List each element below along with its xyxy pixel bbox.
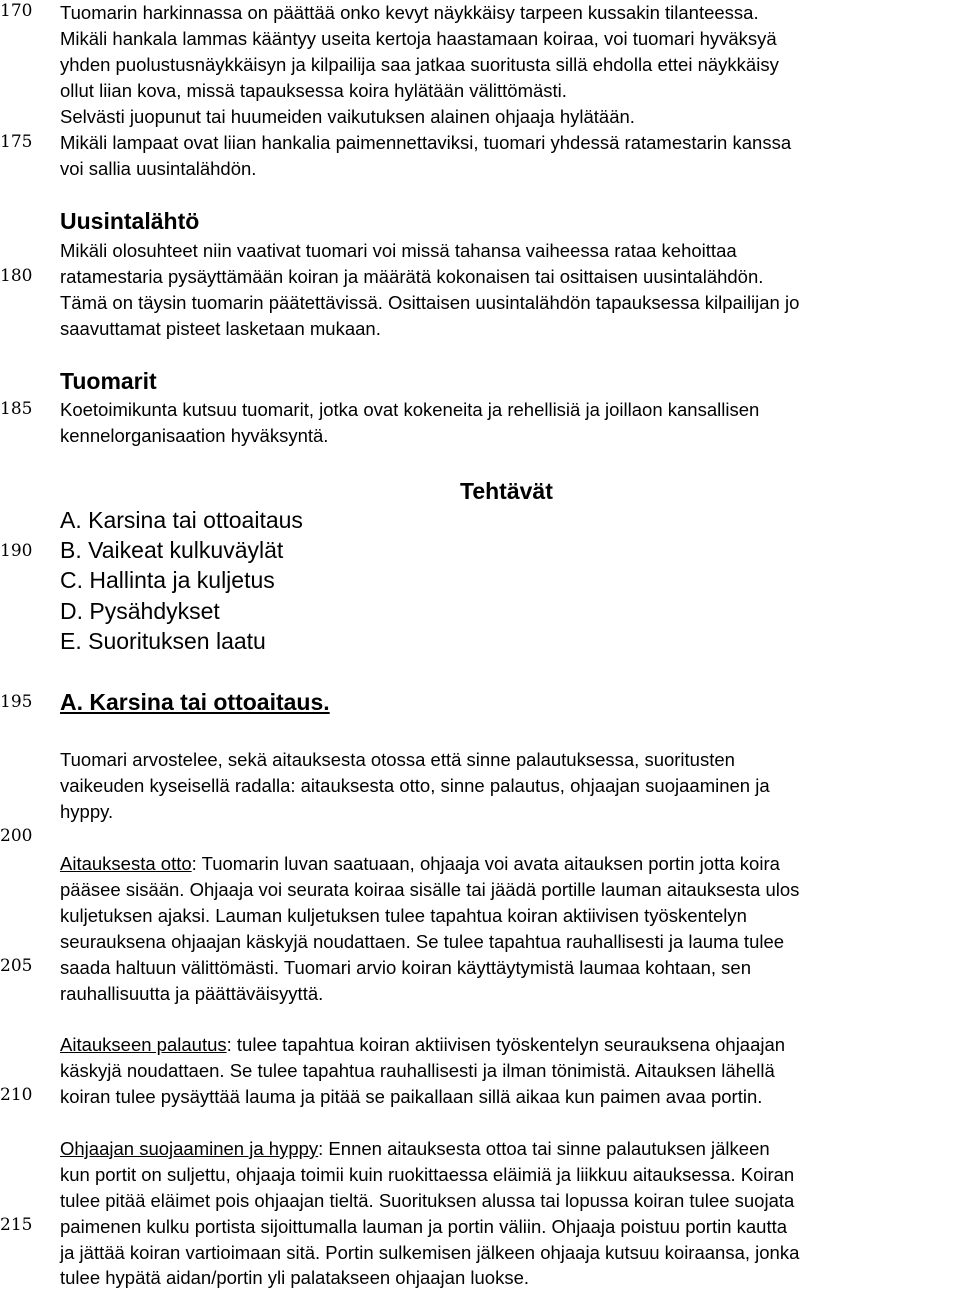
section-heading-tuomarit: Tuomarit <box>60 368 157 394</box>
line-number: 205 <box>0 956 33 976</box>
suojaaminen-line: kun portit on suljettu, ohjaaja toimii kuin ruokittaessa eläimiä ja liikkuu aitauksessa. Koiran <box>60 1164 795 1185</box>
suojaaminen-line: paimenen kulku portista sijoittumalla lauman ja portin väliin. Ohjaaja poistuu portin kautta <box>60 1216 788 1237</box>
intro-line: Mikäli lampaat ovat liian hankalia paimennettaviksi, tuomari yhdessä ratamestarin kanssa <box>60 132 792 153</box>
tuomarit-line: Koetoimikunta kutsuu tuomarit, jotka ovat kokeneita ja rehellisiä ja joillaon kansallisen <box>60 399 760 420</box>
task-list-item: D. Pysähdykset <box>60 598 220 624</box>
line-number: 215 <box>0 1215 33 1235</box>
intro-line: Mikäli hankala lammas kääntyy useita kertoja haastamaan koiraa, voi tuomari hyväksyä <box>60 28 777 49</box>
suojaaminen-term: Ohjaajan suojaaminen ja hyppy <box>60 1138 319 1159</box>
otto-text: : Tuomarin luvan saatuaan, ohjaaja voi avata aitauksen portin jotta koira <box>191 853 780 874</box>
otto-line: rauhallisuutta ja päättäväisyyttä. <box>60 983 324 1004</box>
uusintalahto-line: Mikäli olosuhteet niin vaativat tuomari voi missä tahansa vaiheessa rataa kehoittaa <box>60 240 737 261</box>
uusintalahto-line: saavuttamat pisteet lasketaan mukaan. <box>60 318 381 339</box>
line-number: 210 <box>0 1085 33 1105</box>
otto-term: Aitauksesta otto <box>60 853 192 874</box>
task-list-item: B. Vaikeat kulkuväylät <box>60 537 284 563</box>
karsina-intro-line: hyppy. <box>60 801 114 822</box>
suojaaminen-first-line <box>60 1140 770 1159</box>
tuomarit-line: kennelorganisaation hyväksyntä. <box>60 425 329 446</box>
palautus-line: käskyjä noudattaen. Se tulee tapahtua rauhallisesti ja ilman tönimistä. Aitauksen lähellä <box>60 1060 775 1081</box>
line-number: 190 <box>0 541 33 561</box>
section-heading-karsina: A. Karsina tai ottoaitaus. <box>60 689 330 715</box>
suojaaminen-line: tulee hypätä aidan/portin yli palatakseen ohjaajan luokse. <box>60 1267 529 1288</box>
suojaaminen-text: : Ennen aitauksesta ottoa tai sinne palautuksen jälkeen <box>318 1138 770 1159</box>
suojaaminen-line: tulee pitää eläimet pois ohjaajan tieltä. Suorituksen alussa tai lopussa koiran tulee suojata <box>60 1190 795 1211</box>
karsina-intro-line: vaikeuden kyseisellä radalla: aitauksesta otto, sinne palautus, ohjaajan suojaaminen ja <box>60 775 770 796</box>
otto-line: saada haltuun välittömästi. Tuomari arvio koiran käyttäytymistä laumaa kohtaan, sen <box>60 957 752 978</box>
line-number: 175 <box>0 132 33 152</box>
uusintalahto-line: Tämä on täysin tuomarin päätettävissä. Osittaisen uusintalähdön tapauksessa kilpailijan jo <box>60 292 800 313</box>
suojaaminen-line: ja jättää koiran vartioimaan sitä. Portin sulkemisen jälkeen ohjaaja kutsuu koiraansa, jonka <box>60 1242 800 1263</box>
line-number: 185 <box>0 399 33 419</box>
otto-line: seurauksena ohjaajan käskyjä noudattaen. Se tulee tapahtua rauhallisesti ja lauma tulee <box>60 931 785 952</box>
otto-first-line <box>60 855 780 874</box>
intro-line: Tuomarin harkinnassa on päättää onko kevyt näykkäisy tarpeen kussakin tilanteessa. <box>60 2 759 23</box>
uusintalahto-line: ratamestaria pysäyttämään koiran ja määrätä kokonaisen tai osittaisen uusintalähdön. <box>60 266 764 287</box>
otto-line: kuljetuksen ajaksi. Lauman kuljetuksen tulee tapahtua koiran aktiivisen työskentelyn <box>60 905 747 926</box>
otto-line: pääsee sisään. Ohjaaja voi seurata koiraa sisälle tai jäädä portille lauman aitauksesta ulos <box>60 879 800 900</box>
palautus-line: koiran tulee pysäyttää lauma ja pitää se paikallaan sillä aikaa kun paimen avaa portin. <box>60 1086 763 1107</box>
karsina-intro-line: Tuomari arvostelee, sekä aitauksesta otossa että sinne palautuksessa, suoritusten <box>60 749 735 770</box>
line-number: 170 <box>0 1 33 21</box>
palautus-term: Aitaukseen palautus <box>60 1034 227 1055</box>
line-number: 195 <box>0 692 33 712</box>
task-list-item: E. Suorituksen laatu <box>60 628 266 654</box>
intro-line: Selvästi juopunut tai huumeiden vaikutuksen alainen ohjaaja hylätään. <box>60 106 635 127</box>
palautus-first-line <box>60 1036 785 1055</box>
task-list-item: A. Karsina tai ottoaitaus <box>60 507 303 533</box>
intro-line: ollut liian kova, missä tapauksessa koira hylätään välittömästi. <box>60 80 567 101</box>
line-number: 200 <box>0 826 33 846</box>
intro-line: yhden puolustusnäykkäisyn ja kilpailija saa jatkaa suoritusta sillä ehdolla ettei näykkäisy <box>60 54 779 75</box>
palautus-text: : tulee tapahtua koiran aktiivisen työskentelyn seurauksena ohjaajan <box>226 1034 786 1055</box>
task-list-item: C. Hallinta ja kuljetus <box>60 567 275 593</box>
section-heading-uusintalahto: Uusintalähtö <box>60 208 200 234</box>
intro-line: voi sallia uusintalähdön. <box>60 158 257 179</box>
line-number: 180 <box>0 266 33 286</box>
section-heading-tehtavat: Tehtävät <box>460 478 553 504</box>
